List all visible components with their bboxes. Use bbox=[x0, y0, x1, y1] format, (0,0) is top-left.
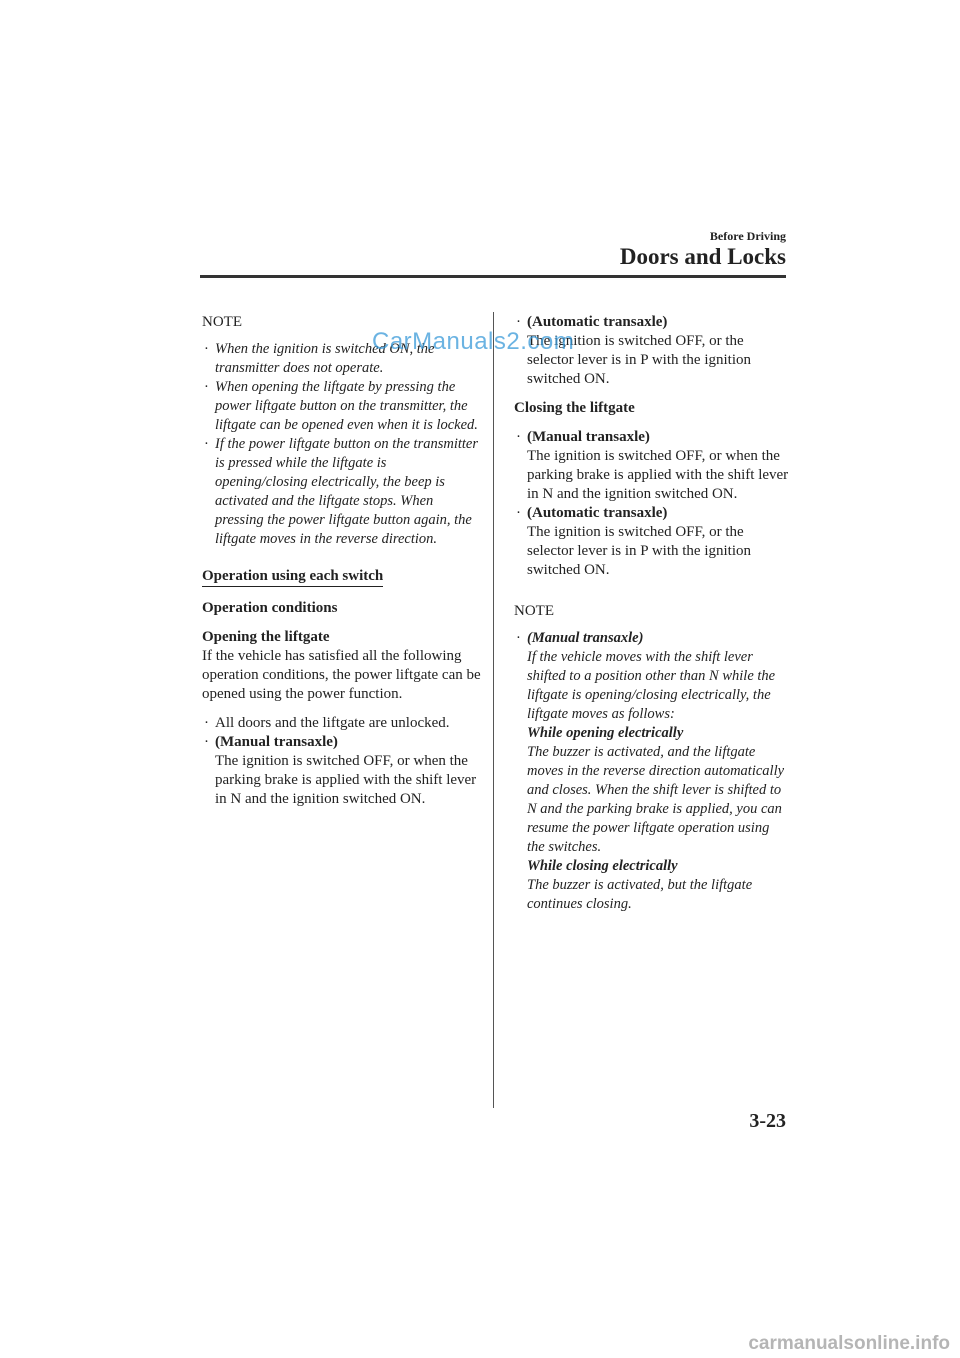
section-label: Before Driving bbox=[709, 229, 786, 243]
condition-item bbox=[514, 504, 789, 580]
condition-text: The ignition is switched OFF, or the selector lever is in P with the ignition switched ON. bbox=[527, 333, 751, 387]
note-label: NOTE bbox=[514, 603, 554, 619]
condition-item bbox=[202, 733, 482, 809]
condition-text: The ignition is switched OFF, or when the parking brake is applied with the shift lever in N and the ignition switched ON. bbox=[527, 448, 789, 502]
condition-text: The ignition is switched OFF, or when the parking brake is applied with the shift lever in N and the ignition switched ON. bbox=[215, 753, 477, 807]
note-label: NOTE bbox=[202, 314, 242, 330]
condition-text: All doors and the liftgate are unlocked. bbox=[215, 715, 450, 731]
condition-item bbox=[202, 714, 482, 733]
note-closing-text: The buzzer is activated, but the liftgate continues closing. bbox=[527, 877, 753, 912]
header-divider bbox=[200, 275, 786, 278]
column-divider bbox=[493, 312, 494, 1108]
page-title: Doors and Locks bbox=[619, 244, 786, 269]
operation-conditions-heading: Operation conditions bbox=[202, 600, 338, 616]
section-heading-operation-switch: Operation using each switch bbox=[202, 567, 383, 587]
condition-title: · (Manual transaxle) bbox=[527, 429, 650, 445]
note-item: · When opening the liftgate by pressing the power liftgate button on the transmitter, the liftgate can be opened even when it is locked. bbox=[202, 378, 482, 435]
note-intro: If the vehicle moves with the shift lever shifted to a position other than N while the liftgate is opening/closing electrically, the liftgate moves as follows: bbox=[527, 649, 776, 722]
watermark-logo: CarManuals2.com bbox=[372, 328, 575, 355]
left-column bbox=[202, 313, 482, 809]
note-item: · When the ignition is switched ON, the transmitter does not operate. bbox=[202, 340, 482, 378]
condition-item bbox=[514, 428, 789, 504]
note-opening-text: The buzzer is activated, and the liftgate moves in the reverse direction automatically and closes. When the shift lever is shifted to N and the parking brake is applied, you can resume the power liftgate operation using the switches. bbox=[527, 744, 785, 855]
condition-text: The ignition is switched OFF, or the selector lever is in P with the ignition switched ON. bbox=[527, 524, 751, 578]
condition-title: · (Automatic transaxle) bbox=[527, 505, 668, 521]
condition-title: · (Manual transaxle) bbox=[215, 734, 338, 750]
note-opening-title: While opening electrically bbox=[527, 725, 684, 741]
note-item bbox=[514, 629, 789, 914]
closing-liftgate-heading: Closing the liftgate bbox=[514, 400, 635, 416]
condition-title: · (Automatic transaxle) bbox=[527, 314, 668, 330]
page-number: 3-23 bbox=[749, 1110, 786, 1132]
opening-liftgate-heading: Opening the liftgate bbox=[202, 629, 330, 645]
note-title: · (Manual transaxle) bbox=[527, 630, 644, 646]
opening-intro: If the vehicle has satisfied all the following operation conditions, the power liftgate can be opened using the power function. bbox=[202, 648, 481, 702]
right-column bbox=[514, 313, 789, 914]
note-item: · If the power liftgate button on the transmitter is pressed while the liftgate is opening/closing electrically, the beep is activated and the liftgate stops. When pressing the power liftgate button again, the liftgate moves in the reverse direction. bbox=[202, 435, 482, 549]
watermark-footer: carmanualsonline.info bbox=[748, 1333, 950, 1354]
note-closing-title: While closing electrically bbox=[527, 858, 678, 874]
